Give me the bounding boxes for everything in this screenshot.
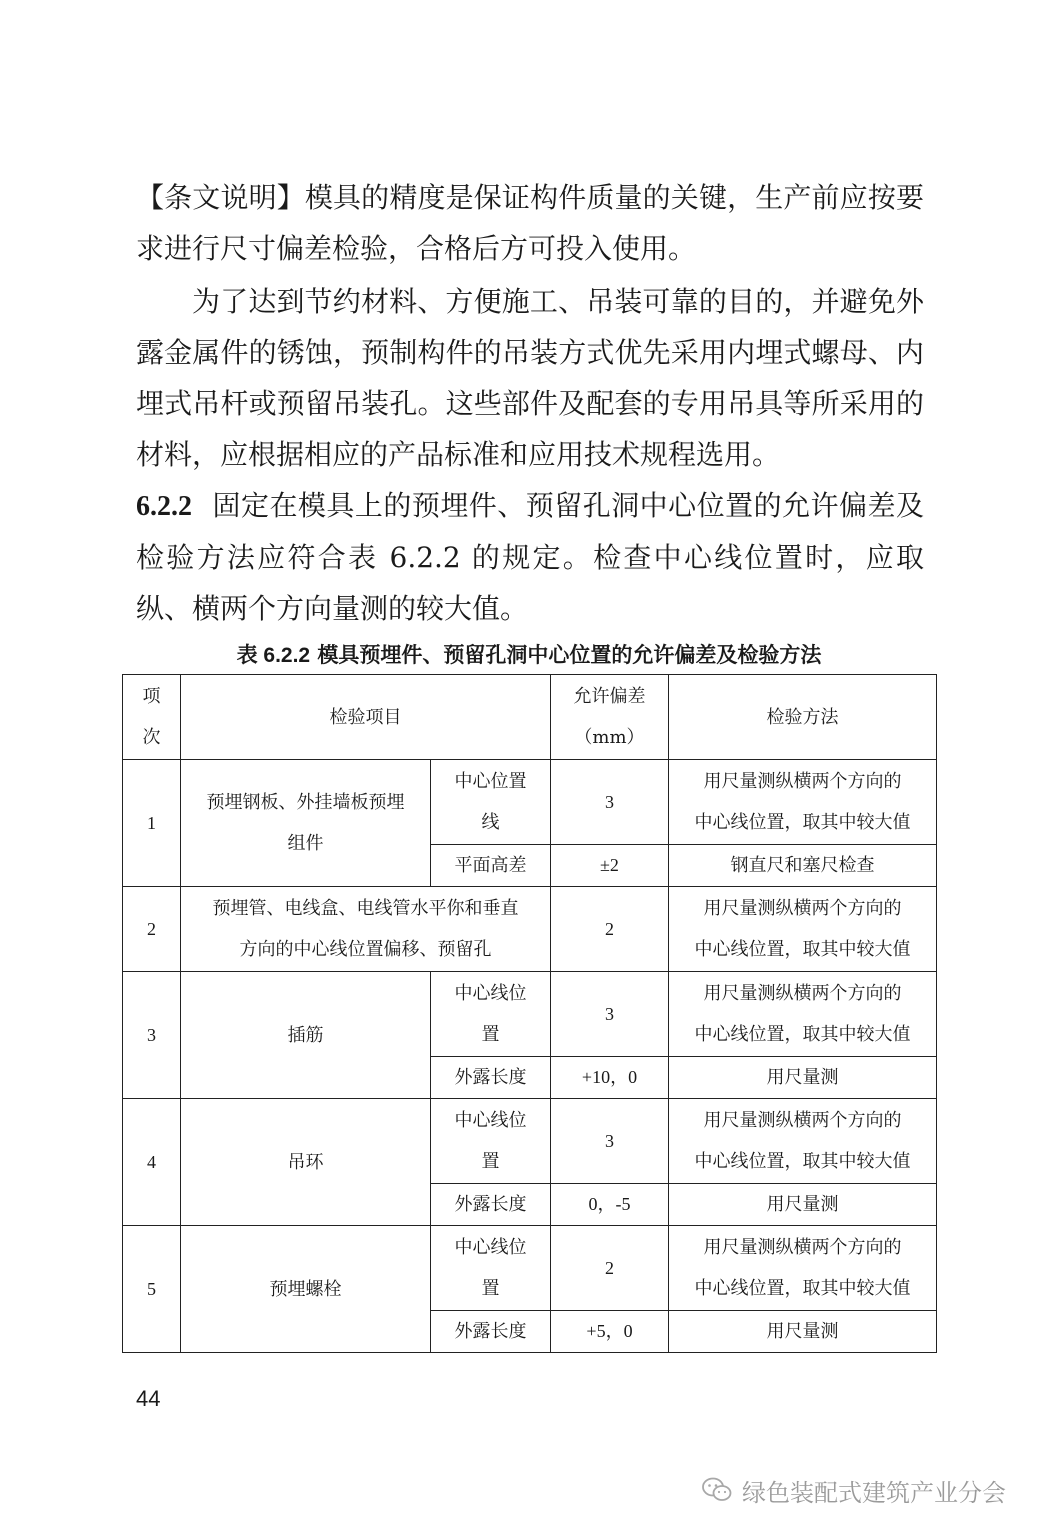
row-tolerance: 3 — [551, 972, 669, 1057]
row-tolerance: 2 — [551, 887, 669, 972]
clause-number: 6.2.2 — [136, 491, 192, 522]
watermark-text: 绿色装配式建筑产业分会 — [742, 1478, 1006, 1507]
row-subitem: 中心位置 线 — [431, 760, 551, 845]
row-method: 用尺量测 — [669, 1184, 937, 1226]
header-index: 项 次 — [123, 675, 181, 760]
row-item: 预埋管、电线盒、电线管水平你和垂直 方向的中心线位置偏移、预留孔 — [181, 887, 551, 972]
table-title — [0, 638, 1058, 673]
row-subitem: 中心线位 置 — [431, 1226, 551, 1311]
table-row — [123, 972, 937, 1057]
row-method: 用尺量测纵横两个方向的 中心线位置，取其中较大值 — [669, 1099, 937, 1184]
watermark — [702, 1474, 1006, 1506]
row-index: 2 — [123, 887, 181, 972]
row-subitem: 中心线位 置 — [431, 1099, 551, 1184]
row-tolerance: 3 — [551, 760, 669, 845]
row-subitem: 外露长度 — [431, 1184, 551, 1226]
wechat-icon — [702, 1477, 732, 1503]
row-tolerance: +5，0 — [551, 1311, 669, 1353]
table-row — [123, 1099, 937, 1184]
table-row — [123, 887, 937, 972]
tolerance-table — [122, 674, 937, 1353]
table-header-row — [123, 675, 937, 760]
table-row — [123, 760, 937, 845]
row-item: 预埋钢板、外挂墙板预埋 组件 — [181, 760, 431, 887]
row-subitem: 外露长度 — [431, 1311, 551, 1353]
row-subitem: 外露长度 — [431, 1057, 551, 1099]
row-item: 吊环 — [181, 1099, 431, 1226]
row-tolerance: +10，0 — [551, 1057, 669, 1099]
row-index: 3 — [123, 972, 181, 1099]
row-item: 预埋螺栓 — [181, 1226, 431, 1353]
header-method: 检验方法 — [669, 675, 937, 760]
header-tolerance: 允许偏差 （mm） — [551, 675, 669, 760]
row-subitem: 中心线位 置 — [431, 972, 551, 1057]
row-index: 1 — [123, 760, 181, 887]
row-index: 5 — [123, 1226, 181, 1353]
row-tolerance: 2 — [551, 1226, 669, 1311]
row-method: 用尺量测纵横两个方向的 中心线位置，取其中较大值 — [669, 972, 937, 1057]
row-tolerance: 0，-5 — [551, 1184, 669, 1226]
row-method: 用尺量测纵横两个方向的 中心线位置，取其中较大值 — [669, 1226, 937, 1311]
header-item: 检验项目 — [181, 675, 551, 760]
row-method: 用尺量测纵横两个方向的 中心线位置，取其中较大值 — [669, 760, 937, 845]
commentary-label: 【条文说明】 — [136, 181, 305, 214]
row-item: 插筋 — [181, 972, 431, 1099]
clause-text: 固定在模具上的预埋件、预留孔洞中心位置的允许偏差及检验方法应符合表 6.2.2 的规定。检查中心线位置时，应取纵、横两个方向量测的较大值。 — [136, 489, 924, 625]
page-number: 44 — [136, 1386, 161, 1411]
table-title-number: 表 6.2.2 — [236, 644, 311, 667]
row-method: 用尺量测 — [669, 1311, 937, 1353]
commentary-paragraph-2: 为了达到节约材料、方便施工、吊装可靠的目的，并避免外露金属件的锈蚀，预制构件的吊装方式优先采用内埋式螺母、内埋式吊杆或预留吊装孔。这些部件及配套的专用吊具等所采用的材料，应根据相应的产品标准和应用技术规程选用。 — [136, 285, 924, 471]
table-title-text: 模具预埋件、预留孔洞中心位置的允许偏差及检验方法 — [317, 643, 822, 667]
row-method: 用尺量测 — [669, 1057, 937, 1099]
row-index: 4 — [123, 1099, 181, 1226]
row-method: 用尺量测纵横两个方向的 中心线位置，取其中较大值 — [669, 887, 937, 972]
row-method: 钢直尺和塞尺检查 — [669, 845, 937, 887]
commentary-text-1: 模具的精度是保证构件质量的关键，生产前应按要求进行尺寸偏差检验，合格后方可投入使用。 — [136, 181, 924, 265]
commentary-paragraph-1 — [136, 172, 924, 274]
row-tolerance: 3 — [551, 1099, 669, 1184]
clause-paragraph — [136, 480, 924, 634]
row-tolerance: ±2 — [551, 845, 669, 887]
table-row — [123, 1226, 937, 1311]
row-subitem: 平面高差 — [431, 845, 551, 887]
